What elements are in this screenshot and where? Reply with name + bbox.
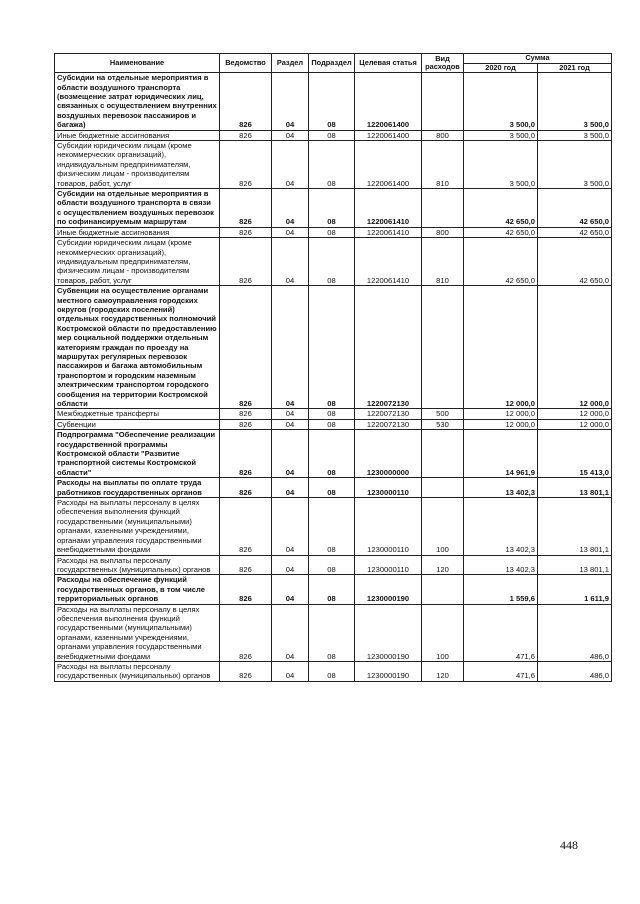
row-name: Субсидии на отдельные мероприятия в области воздушного транспорта в связи с осуществлением воздушных перевозок по софинансируемым маршрутам	[55, 189, 220, 228]
row-vid-raskhodov: 100	[422, 498, 464, 555]
table-row	[55, 604, 612, 661]
header-vid-raskhodov: Вид расходов	[422, 54, 464, 73]
row-tselevaya-statya: 1230000000	[355, 430, 422, 478]
row-podrazdel: 08	[309, 73, 355, 130]
row-sum-2020: 13 402,3	[464, 555, 538, 575]
row-vedomstvo: 826	[220, 604, 272, 661]
row-tselevaya-statya: 1220061410	[355, 189, 422, 228]
row-sum-2020: 14 961,9	[464, 430, 538, 478]
row-name: Субсидии на отдельные мероприятия в области воздушного транспорта (возмещение затрат юридических лиц, связанных с осуществлением внутренних воздушных перевозок пассажиров и багажа)	[55, 73, 220, 130]
row-razdel: 04	[272, 238, 309, 286]
row-sum-2020: 471,6	[464, 604, 538, 661]
row-vedomstvo: 826	[220, 227, 272, 237]
table-row	[55, 73, 612, 130]
row-podrazdel: 08	[309, 409, 355, 419]
row-razdel: 04	[272, 604, 309, 661]
row-podrazdel: 08	[309, 419, 355, 429]
table-row	[55, 575, 612, 604]
row-podrazdel: 08	[309, 227, 355, 237]
table-row	[55, 555, 612, 575]
row-podrazdel: 08	[309, 189, 355, 228]
row-razdel: 04	[272, 661, 309, 681]
row-name: Расходы на выплаты персоналу государственных (муниципальных) органов	[55, 555, 220, 575]
row-name: Иные бюджетные ассигнования	[55, 227, 220, 237]
row-sum-2020: 12 000,0	[464, 409, 538, 419]
row-sum-2020: 42 650,0	[464, 238, 538, 286]
row-vedomstvo: 826	[220, 73, 272, 130]
row-razdel: 04	[272, 409, 309, 419]
row-vedomstvo: 826	[220, 409, 272, 419]
table-row	[55, 409, 612, 419]
table-row	[55, 141, 612, 189]
row-sum-2020: 12 000,0	[464, 419, 538, 429]
row-vedomstvo: 826	[220, 189, 272, 228]
row-vedomstvo: 826	[220, 141, 272, 189]
row-vid-raskhodov: 100	[422, 604, 464, 661]
row-razdel: 04	[272, 430, 309, 478]
page-number: 448	[560, 838, 578, 852]
row-sum-2021: 12 000,0	[538, 419, 612, 429]
header-podrazdel: Подраздел	[309, 54, 355, 73]
row-sum-2021: 1 611,9	[538, 575, 612, 604]
row-podrazdel: 08	[309, 661, 355, 681]
row-sum-2020: 3 500,0	[464, 130, 538, 140]
row-sum-2020: 13 402,3	[464, 498, 538, 555]
table-row	[55, 238, 612, 286]
row-vid-raskhodov: 500	[422, 409, 464, 419]
table-row	[55, 130, 612, 140]
row-tselevaya-statya: 1230000190	[355, 604, 422, 661]
header-year-2021: 2021 год	[538, 63, 612, 73]
row-tselevaya-statya: 1220061400	[355, 130, 422, 140]
row-razdel: 04	[272, 130, 309, 140]
row-sum-2021: 42 650,0	[538, 227, 612, 237]
row-sum-2021: 12 000,0	[538, 409, 612, 419]
row-vid-raskhodov	[422, 73, 464, 130]
row-razdel: 04	[272, 189, 309, 228]
row-sum-2020: 471,6	[464, 661, 538, 681]
row-vid-raskhodov	[422, 478, 464, 498]
row-tselevaya-statya: 1220061410	[355, 227, 422, 237]
row-podrazdel: 08	[309, 604, 355, 661]
row-tselevaya-statya: 1220061400	[355, 73, 422, 130]
row-vedomstvo: 826	[220, 478, 272, 498]
row-name: Субсидии юридическим лицам (кроме некоммерческих организаций), индивидуальным предпринимателям, физическим лицам - производителям товаров, работ, услуг	[55, 238, 220, 286]
row-podrazdel: 08	[309, 478, 355, 498]
row-tselevaya-statya: 1230000110	[355, 478, 422, 498]
header-name: Наименование	[55, 54, 220, 73]
row-sum-2021: 13 801,1	[538, 498, 612, 555]
row-name: Расходы на выплаты персоналу государственных (муниципальных) органов	[55, 661, 220, 681]
row-vedomstvo: 826	[220, 555, 272, 575]
row-tselevaya-statya: 1230000110	[355, 555, 422, 575]
table-row	[55, 189, 612, 228]
row-tselevaya-statya: 1220072130	[355, 286, 422, 409]
row-razdel: 04	[272, 73, 309, 130]
row-name: Расходы на выплаты персоналу в целях обеспечения выполнения функций государственными (муниципальными) органами, казенными учреждениями, органами управления государственными внебюджетными фондами	[55, 604, 220, 661]
row-sum-2021: 486,0	[538, 661, 612, 681]
row-vid-raskhodov	[422, 189, 464, 228]
row-podrazdel: 08	[309, 286, 355, 409]
row-sum-2021: 486,0	[538, 604, 612, 661]
row-sum-2021: 3 500,0	[538, 130, 612, 140]
row-sum-2021: 12 000,0	[538, 286, 612, 409]
row-name: Межбюджетные трансферты	[55, 409, 220, 419]
table-row	[55, 227, 612, 237]
row-tselevaya-statya: 1230000190	[355, 661, 422, 681]
row-tselevaya-statya: 1220061410	[355, 238, 422, 286]
row-sum-2020: 3 500,0	[464, 141, 538, 189]
row-sum-2021: 42 650,0	[538, 189, 612, 228]
row-vid-raskhodov: 120	[422, 661, 464, 681]
header-tselevaya-statya: Целевая статья	[355, 54, 422, 73]
row-name: Субвенции	[55, 419, 220, 429]
table-row	[55, 430, 612, 478]
row-vid-raskhodov: 530	[422, 419, 464, 429]
row-vedomstvo: 826	[220, 238, 272, 286]
row-razdel: 04	[272, 227, 309, 237]
row-razdel: 04	[272, 575, 309, 604]
row-razdel: 04	[272, 498, 309, 555]
row-vid-raskhodov: 810	[422, 238, 464, 286]
row-vedomstvo: 826	[220, 498, 272, 555]
row-vid-raskhodov	[422, 575, 464, 604]
row-podrazdel: 08	[309, 555, 355, 575]
row-sum-2021: 15 413,0	[538, 430, 612, 478]
row-podrazdel: 08	[309, 430, 355, 478]
row-podrazdel: 08	[309, 141, 355, 189]
table-row	[55, 419, 612, 429]
row-vedomstvo: 826	[220, 419, 272, 429]
table-row	[55, 498, 612, 555]
row-vedomstvo: 826	[220, 430, 272, 478]
row-podrazdel: 08	[309, 575, 355, 604]
row-vid-raskhodov: 120	[422, 555, 464, 575]
row-sum-2021: 13 801,1	[538, 478, 612, 498]
row-podrazdel: 08	[309, 238, 355, 286]
table-row	[55, 661, 612, 681]
row-razdel: 04	[272, 478, 309, 498]
row-razdel: 04	[272, 419, 309, 429]
row-vedomstvo: 826	[220, 286, 272, 409]
row-name: Субвенции на осуществление органами местного самоуправления городских округов (городских поселений) отдельных государственных полномочий Костромской области по предоставлению мер социальной поддержки отдельным категориям граждан по проезду на маршрутах регулярных перевозок пассажиров и багажа автомобильным транспортом и городским наземным электрическим транспортом городского сообщения на территории Костромской области	[55, 286, 220, 409]
row-vid-raskhodov	[422, 430, 464, 478]
row-sum-2020: 12 000,0	[464, 286, 538, 409]
row-name: Расходы на обеспечение функций государственных органов, в том числе территориальных органов	[55, 575, 220, 604]
row-razdel: 04	[272, 286, 309, 409]
row-vedomstvo: 826	[220, 661, 272, 681]
table-row	[55, 478, 612, 498]
header-razdel: Раздел	[272, 54, 309, 73]
row-tselevaya-statya: 1220061400	[355, 141, 422, 189]
row-name: Расходы на выплаты по оплате труда работников государственных органов	[55, 478, 220, 498]
row-razdel: 04	[272, 555, 309, 575]
row-tselevaya-statya: 1230000190	[355, 575, 422, 604]
row-vid-raskhodov	[422, 286, 464, 409]
header-vedomstvo: Ведомство	[220, 54, 272, 73]
table-header	[55, 54, 612, 73]
row-vedomstvo: 826	[220, 130, 272, 140]
table-body	[55, 73, 612, 682]
row-name: Подпрограмма "Обеспечение реализации государственной программы Костромской области "Развитие транспортной системы Костромской области"	[55, 430, 220, 478]
row-sum-2021: 3 500,0	[538, 73, 612, 130]
row-vid-raskhodov: 810	[422, 141, 464, 189]
row-vid-raskhodov: 800	[422, 130, 464, 140]
row-vid-raskhodov: 800	[422, 227, 464, 237]
table-row	[55, 286, 612, 409]
row-podrazdel: 08	[309, 130, 355, 140]
row-sum-2020: 42 650,0	[464, 227, 538, 237]
row-tselevaya-statya: 1220072130	[355, 409, 422, 419]
row-sum-2021: 42 650,0	[538, 238, 612, 286]
row-razdel: 04	[272, 141, 309, 189]
budget-table	[54, 53, 612, 682]
row-sum-2021: 3 500,0	[538, 141, 612, 189]
row-sum-2020: 42 650,0	[464, 189, 538, 228]
row-tselevaya-statya: 1220072130	[355, 419, 422, 429]
header-summa: Сумма	[464, 54, 612, 64]
row-sum-2020: 1 559,6	[464, 575, 538, 604]
row-podrazdel: 08	[309, 498, 355, 555]
row-name: Иные бюджетные ассигнования	[55, 130, 220, 140]
row-name: Субсидии юридическим лицам (кроме некоммерческих организаций), индивидуальным предпринимателям, физическим лицам - производителям товаров, работ, услуг	[55, 141, 220, 189]
header-year-2020: 2020 год	[464, 63, 538, 73]
row-tselevaya-statya: 1230000110	[355, 498, 422, 555]
row-sum-2020: 13 402,3	[464, 478, 538, 498]
row-vedomstvo: 826	[220, 575, 272, 604]
row-name: Расходы на выплаты персоналу в целях обеспечения выполнения функций государственными (муниципальными) органами, казенными учреждениями, органами управления государственными внебюджетными фондами	[55, 498, 220, 555]
row-sum-2021: 13 801,1	[538, 555, 612, 575]
row-sum-2020: 3 500,0	[464, 73, 538, 130]
